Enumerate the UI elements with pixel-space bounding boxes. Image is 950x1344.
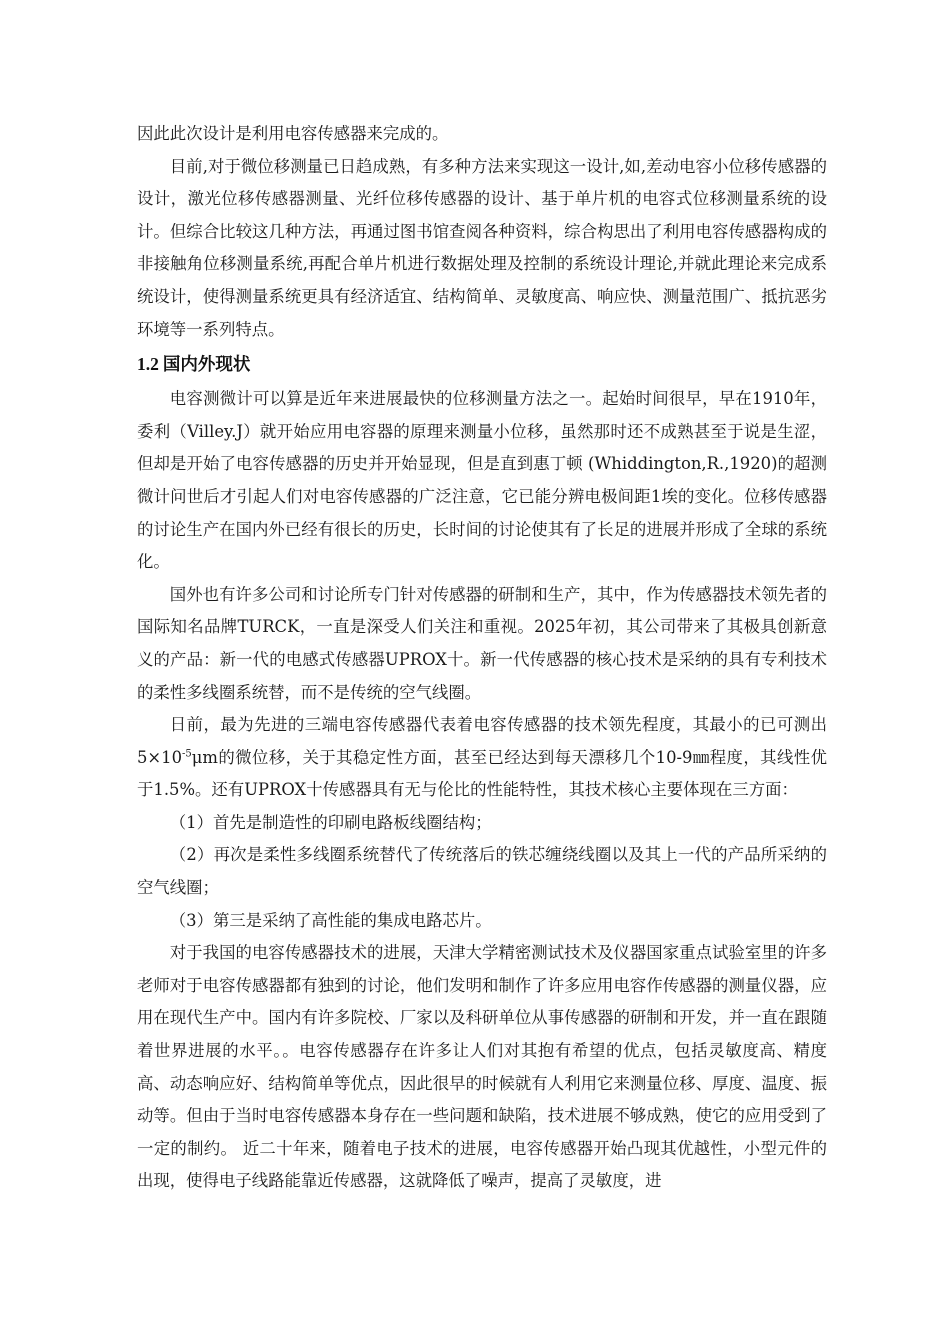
text-run: μm的微位移，关于其稳定性方面，甚至已经达到每天漂移几个10-9㎜程度，其线性优于1.5%。还有UPROX十传感器具有无与伦比的性能特性，其技术核心主要体现在三方面：	[137, 747, 827, 800]
paragraph-three-terminal	[137, 709, 827, 807]
paragraph-foreign: 国外也有许多公司和讨论所专门针对传感器的研制和生产，其中，作为传感器技术领先者的国际知名品牌TURCK，一直是深受人们关注和重视。2025年初，其公司带来了其极具创新意义的产品：新一代的电感式传感器UPROX十。新一代传感器的核心技术是采纳的具有专利技术的柔性多线圈系统替，而不是传统的空气线圈。	[137, 584, 827, 702]
paragraph-methods: 目前,对于微位移测量已日趋成熟，有多种方法来实现这一设计,如,差动电容小位移传感器的设计，激光位移传感器测量、光纤位移传感器的设计、基于单片机的电容式位移测量系统的设计。但综合比较这几种方法，再通过图书馆查阅各种资料，综合构思出了利用电容传感器构成的非接触角位移测量系统,再配合单片机进行数据处理及控制的系统设计理论,并就此理论来完成系统设计，使得测量系统更具有经济适宜、结构简单、灵敏度高、响应快、测量范围广、抵抗恶劣环境等一系列特点。	[137, 156, 827, 339]
list-item-3: （3）第三是采纳了高性能的集成电路芯片。	[169, 910, 492, 930]
list-item-2: （2）再次是柔性多线圈系统替代了传统落后的铁芯缠绕线圈以及其上一代的产品所采纳的空气线圈；	[137, 845, 827, 898]
list-item-1: （1）首先是制造性的印刷电路板线圈结构；	[169, 812, 492, 832]
section-number: 1.2	[137, 354, 159, 375]
document-page	[137, 118, 827, 1198]
section-heading	[137, 348, 827, 381]
text-run: 日前，最为先进的三端电容传感器代表着电容传感器的技术领先程度，其最小的已可测出5×10	[137, 715, 827, 767]
paragraph-continuation: 因此此次设计是利用电容传感器来完成的。	[137, 124, 449, 143]
paragraph-history: 电容测微计可以算是近年来进展最快的位移测量方法之一。起始时间很早，早在1910年，委利（Villey.J）就开始应用电容器的原理来测量小位移，虽然那时还不成熟甚至于说是生涩，但却是开始了电容传感器的历史并开始显现，但是直到惠丁顿 (Whiddington,R.,1920)的超测微计问世后才引起人们对电容传感器的广泛注意，它已能分辨电极间距1埃的变化。位移传感器的讨论生产在国内外已经有很长的历史，长时间的讨论使其有了长足的进展并形成了全球的系统化。	[137, 389, 827, 572]
paragraph-domestic: 对于我国的电容传感器技术的进展，天津大学精密测试技术及仪器国家重点试验室里的许多老师对于电容传感器都有独到的讨论，他们发明和制作了许多应用电容作传感器的测量仪器，应用在现代生产中。国内有许多院校、厂家以及科研单位从事传感器的研制和开发，并一直在跟随着世界进展的水平。。电容传感器存在许多让人们对其抱有希望的优点，包括灵敏度高、精度高、动态响应好、结构简单等优点，因此很早的时候就有人利用它来测量位移、厚度、温度、振动等。但由于当时电容传感器本身存在一些问题和缺陷，技术进展不够成熟，使它的应用受到了一定的制约。 近二十年来，随着电子技术的进展，电容传感器开始凸现其优越性，小型元件的出现，使得电子线路能靠近传感器，这就降低了噪声，提高了灵敏度，进	[137, 943, 827, 1191]
superscript: -5	[182, 748, 192, 760]
section-title: 国内外现状	[162, 355, 251, 376]
